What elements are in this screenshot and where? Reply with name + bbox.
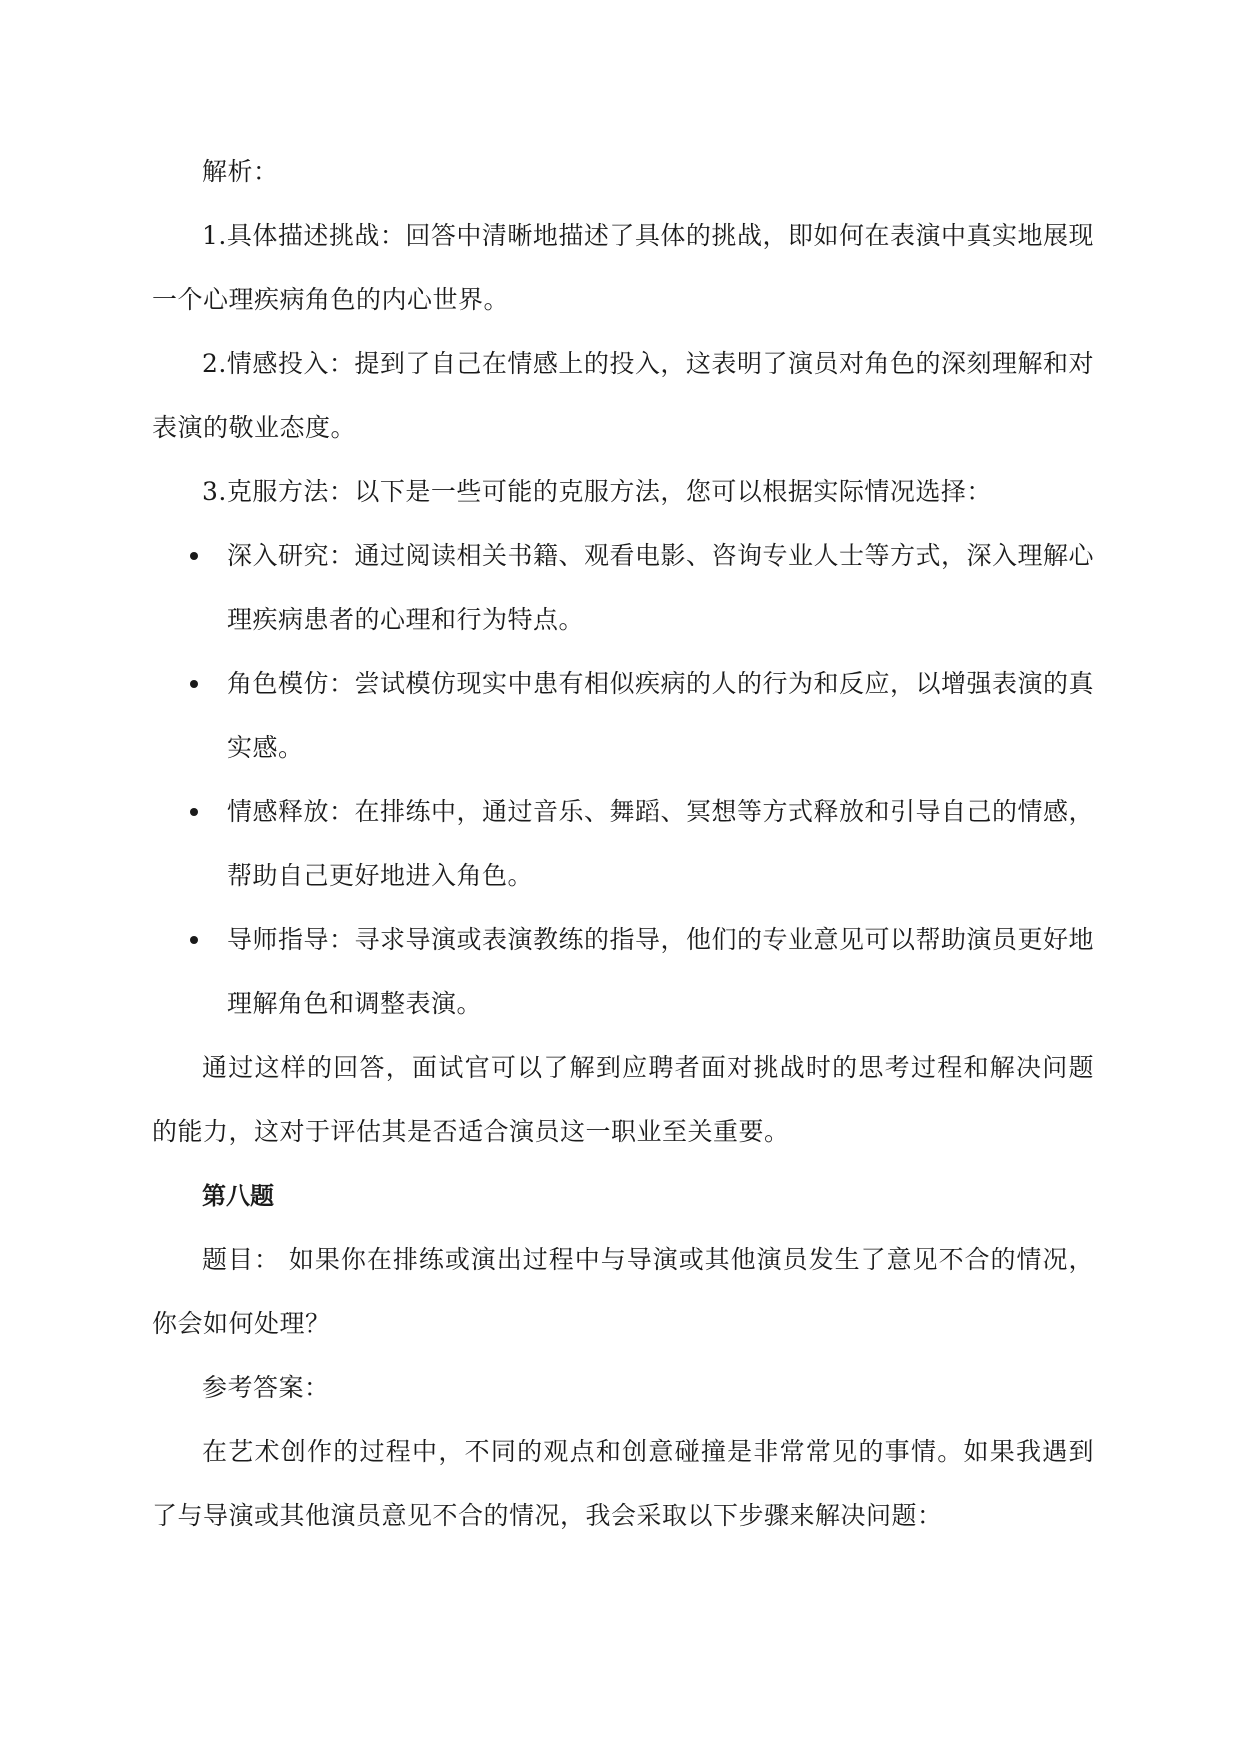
answer-text: 在艺术创作的过程中，不同的观点和创意碰撞是非常常见的事情。如果我遇到了与导演或其他演员意见不合的情况，我会采取以下步骤来解决问题： bbox=[152, 1437, 1094, 1530]
list-item-text: 情感释放：在排练中，通过音乐、舞蹈、冥想等方式释放和引导自己的情感，帮助自己更好地进入角色。 bbox=[227, 797, 1095, 890]
analysis-label: 解析： bbox=[202, 157, 279, 186]
list-item-text: 深入研究：通过阅读相关书籍、观看电影、咨询专业人士等方式，深入理解心理疾病患者的心理和行为特点。 bbox=[227, 541, 1095, 634]
question-text: 题目： 如果你在排练或演出过程中与导演或其他演员发生了意见不合的情况，你会如何处理？ bbox=[152, 1245, 1094, 1338]
bullet-icon bbox=[190, 680, 198, 688]
bullet-icon bbox=[190, 808, 198, 816]
bullet-icon bbox=[190, 552, 198, 560]
analysis-conclusion: 通过这样的回答，面试官可以了解到应聘者面对挑战时的思考过程和解决问题的能力，这对于评估其是否适合演员这一职业至关重要。 bbox=[152, 1053, 1094, 1146]
analysis-point-1: 1.具体描述挑战：回答中清晰地描述了具体的挑战，即如何在表演中真实地展现一个心理疾病角色的内心世界。 bbox=[152, 221, 1094, 314]
method-list bbox=[152, 524, 1094, 1036]
list-item bbox=[152, 652, 1094, 780]
analysis-point-3: 3.克服方法：以下是一些可能的克服方法，您可以根据实际情况选择： bbox=[202, 477, 992, 506]
bullet-icon bbox=[190, 936, 198, 944]
list-item bbox=[152, 524, 1094, 652]
analysis-point-2: 2.情感投入：提到了自己在情感上的投入，这表明了演员对角色的深刻理解和对表演的敬业态度。 bbox=[152, 349, 1094, 442]
answer-label: 参考答案： bbox=[202, 1373, 330, 1402]
document-page bbox=[152, 140, 1094, 1548]
list-item bbox=[152, 908, 1094, 1036]
list-item-text: 角色模仿：尝试模仿现实中患有相似疾病的人的行为和反应，以增强表演的真实感。 bbox=[227, 669, 1095, 762]
list-item bbox=[152, 780, 1094, 908]
section-heading: 第八题 bbox=[202, 1182, 274, 1210]
list-item-text: 导师指导：寻求导演或表演教练的指导，他们的专业意见可以帮助演员更好地理解角色和调整表演。 bbox=[227, 925, 1095, 1018]
